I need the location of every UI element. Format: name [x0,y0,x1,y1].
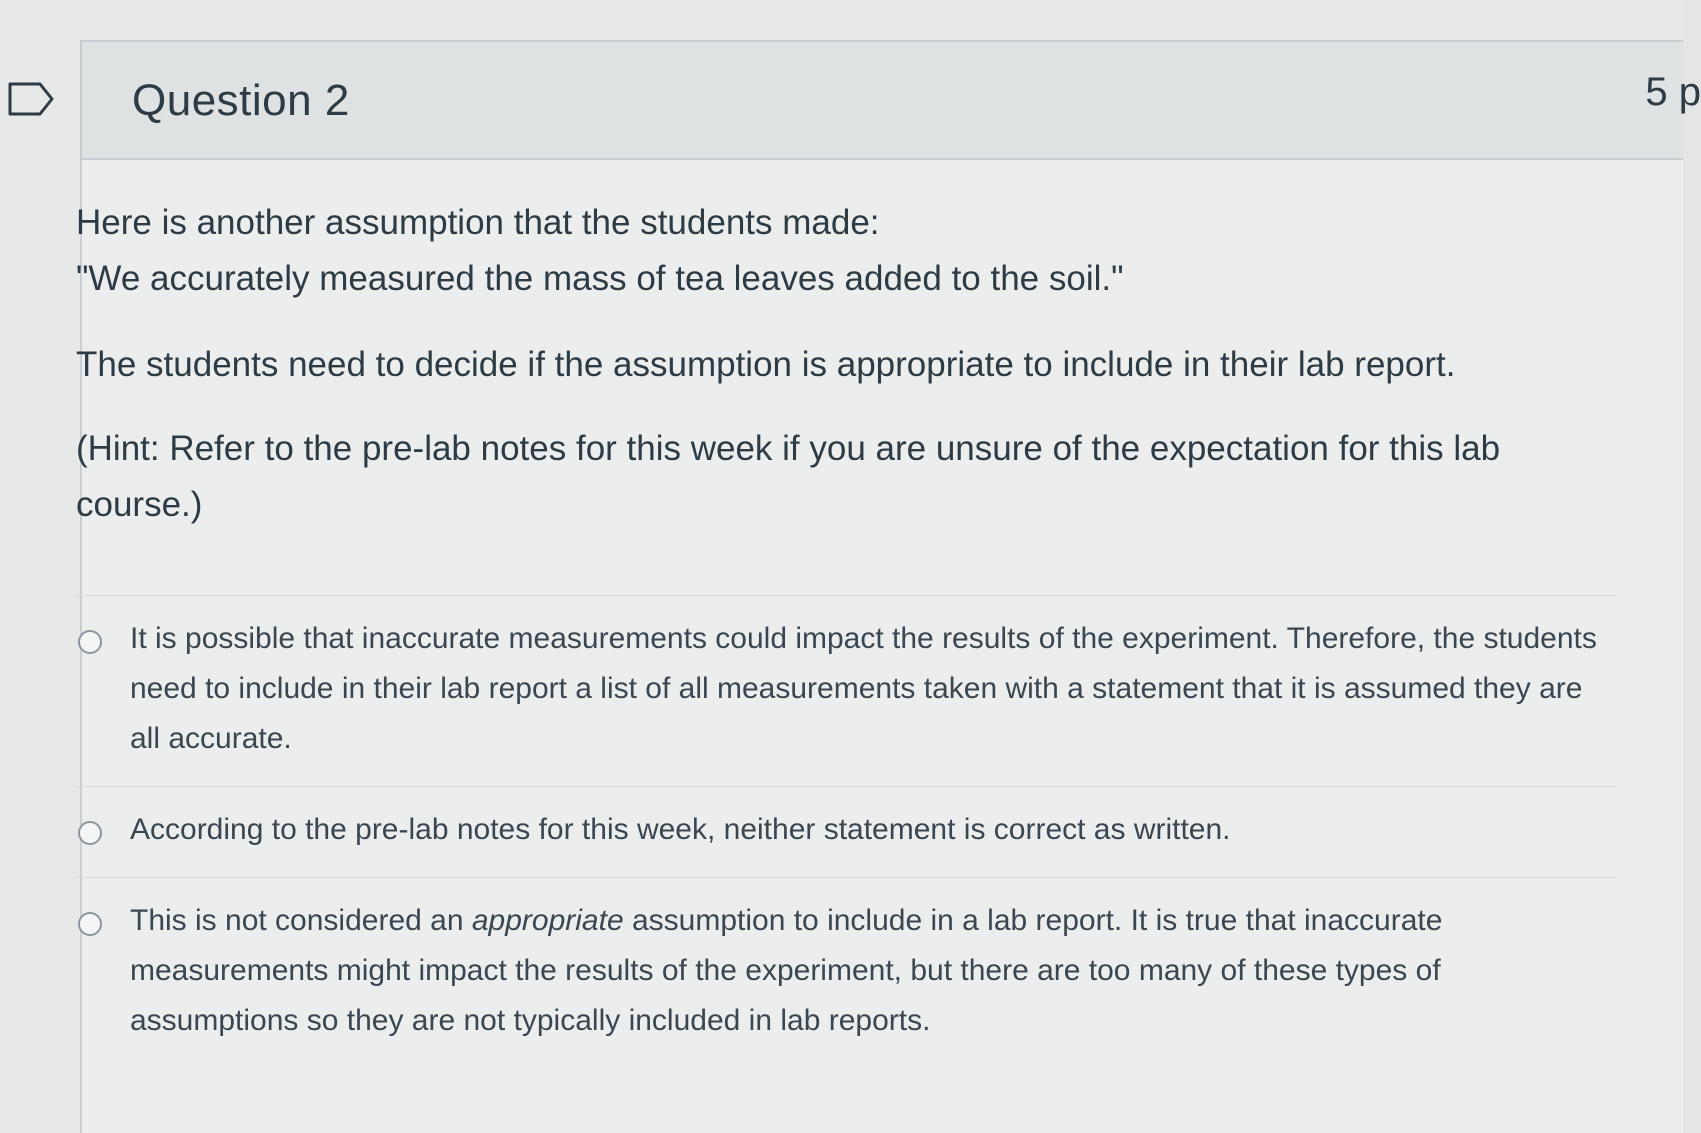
answer-list [76,595,1616,1068]
answer-option-1[interactable] [76,596,1616,787]
radio-button-3[interactable] [78,912,102,936]
prompt-line-2: "We accurately measured the mass of tea leaves added to the soil." [76,259,1124,298]
answer-option-2-text: According to the pre-lab notes for this week, neither statement is correct as written. [130,813,1231,846]
answer-option-3[interactable] [76,878,1616,1068]
radio-button-2[interactable] [78,821,102,845]
question-text [76,195,1576,533]
answer-option-3-text-end: assumption to include in a lab report. It is true that inaccurate measurements might impact the results of the experiment, but there are too many of these types of assumptions so they are not typically included in lab reports. [130,904,1443,1037]
question-header [82,42,1701,160]
prompt-line-1: Here is another assumption that the students made: [76,203,880,242]
answer-option-2[interactable] [76,787,1616,878]
answer-option-1-text: It is possible that inaccurate measurements could impact the results of the experiment. Therefore, the students need to include in their lab report a list of all measurements taken with a statement that it is assumed they are all accurate. [130,622,1597,755]
flag-question-icon[interactable] [8,82,54,116]
answer-option-3-emphasis: appropriate [471,904,624,937]
hint-text: (Hint: Refer to the pre-lab notes for this week if you are unsure of the expectation for this lab course.) [76,429,1501,524]
answer-option-3-text-start: This is not considered an [130,904,472,937]
question-points: 5 p [1645,70,1701,114]
answer-option-3-text [130,904,1442,1037]
radio-button-1[interactable] [78,630,102,654]
question-title: Question 2 [132,76,350,125]
prompt-line-3: The students need to decide if the assumption is appropriate to include in their lab report. [76,345,1456,384]
